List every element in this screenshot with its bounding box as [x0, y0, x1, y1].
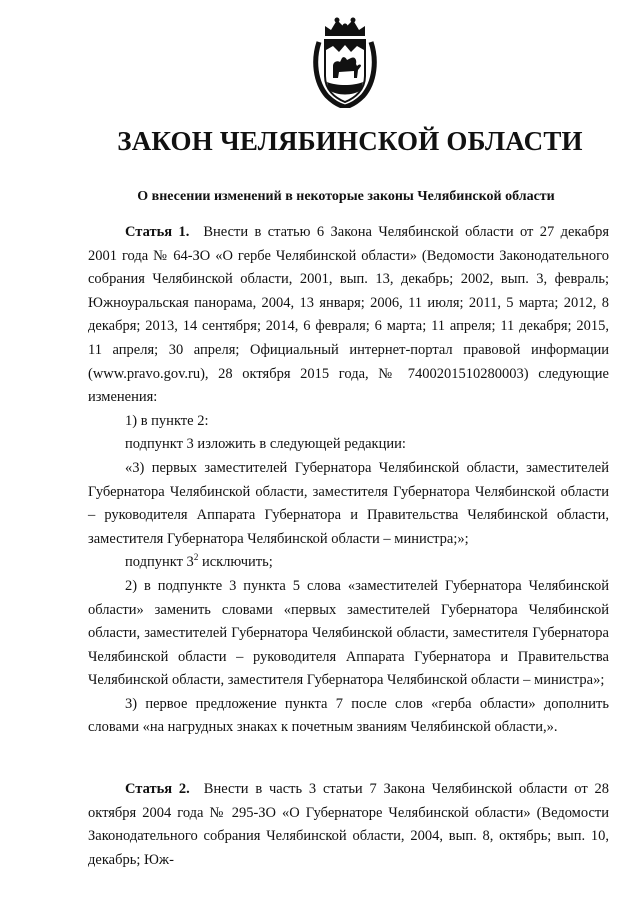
document-subtitle: О внесении изменений в некоторые законы Челябинской области	[137, 189, 555, 204]
article-1-intro	[88, 221, 609, 410]
exclusion-superscript: 2	[193, 552, 199, 563]
article-1-item-1-quote: «3) первых заместителей Губернатора Челябинской области, заместителей Губернатора Челябинской области, заместителя Губернатора Челябинской области – руководителя Аппарата Губернатора и Правительства Челябинской области, заместителя Губернатора Челябинской области – министра;»;	[88, 459, 609, 547]
coat-of-arms-emblem	[311, 16, 379, 108]
article-1-label: Статья 1.	[125, 224, 190, 240]
article-1-item-2: 2) в подпункте 3 пункта 5 слова «заместителей Губернатора Челябинской области» заменить словами «первых заместителей Губернатора Челябинской области, заместителей Губернатора Челябинской области, заместителя Губернатора Челябинской области – руководителя Аппарата Губернатора и Правительства Челябинской области, заместителя Губернатора Челябинской области – министра»;	[88, 577, 609, 689]
article-2-label: Статья 2.	[125, 781, 190, 798]
article-1-item-1: 1) в пункте 2:	[125, 412, 209, 429]
article-2-text: Внести в часть 3 статьи 7 Закона Челябинской области от 28 октября 2004 года № 295-ЗО «О Губернаторе Челябинской области» (Ведомости Законодательного собрания Челябинской области, 2004, вып. 8, октябрь; вып. 10, декабрь; Юж-	[88, 781, 609, 868]
article-2-intro	[88, 778, 609, 872]
document-title: ЗАКОН ЧЕЛЯБИНСКОЙ ОБЛАСТИ	[117, 126, 583, 156]
article-spacer	[88, 740, 609, 778]
article-1-item-1-exclusion	[88, 551, 609, 575]
article-1-item-1-sub: подпункт 3 изложить в следующей редакции:	[125, 436, 406, 453]
article-1-text: Внести в статью 6 Закона Челябинской области от 27 декабря 2001 года № 64-ЗО «О гербе Челябинской области» (Ведомости Законодательного собрания Челябинской области, 2001, вып. 13, декабрь; 2002, вып. 3, февраль; Южноуральская панорама, 2004, 13 января; 2006, 11 июля; 2011, 5 марта; 2012, 8 декабря; 2013, 14 сентября; 2014, 6 февраля; 6 марта; 11 апреля; 11 декабря; 2015, 11 апреля; 30 апреля; Официальный интернет-портал правовой информации (www.pravo.gov.ru), 28 октября 2015 года, № 7400201510280003) следующие изменения:	[88, 224, 609, 406]
exclusion-text-post: исключить;	[198, 554, 273, 571]
article-1-item-3: 3) первое предложение пункта 7 после слов «герба области» дополнить словами «на нагрудных знаках к почетным званиям Челябинской области,».	[88, 695, 609, 736]
exclusion-text-pre: подпункт 3	[125, 554, 194, 571]
document-body	[88, 221, 609, 872]
